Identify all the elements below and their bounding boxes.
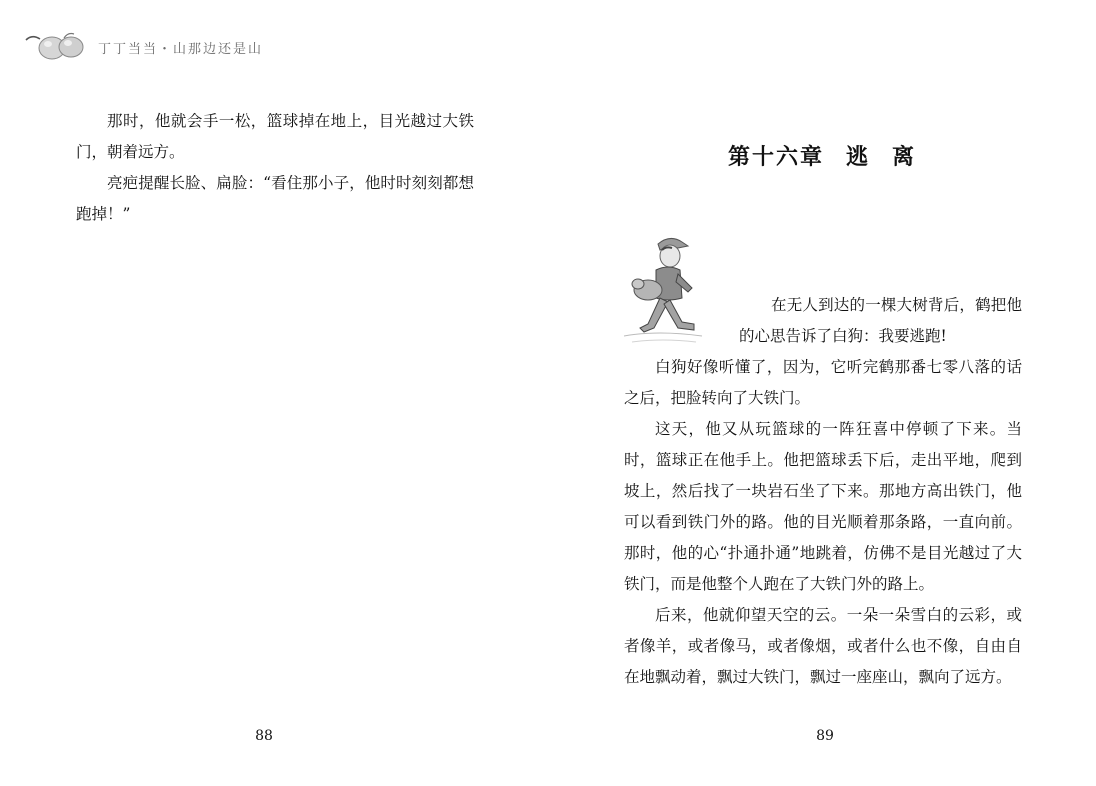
paragraph: 亮疤提醒长脸、扁脸：“看住那小子，他时时刻刻都想跑掉！”: [76, 174, 474, 223]
paragraph: 后来，他就仰望天空的云。一朵一朵雪白的云彩，或者像羊，或者像马，或者像烟，或者什么也不像，自由自在地飘动着，飘过大铁门，飘过一座座山，飘向了远方。: [624, 606, 1022, 686]
paragraph: 那时，他就会手一松，篮球掉在地上，目光越过大铁门，朝着远方。: [76, 112, 474, 161]
paragraph: 白狗好像听懂了，因为，它听完鹤那番七零八落的话之后，把脸转向了大铁门。: [624, 358, 1022, 407]
paragraph: 这天，他又从玩篮球的一阵狂喜中停顿了下来。当时，篮球正在他手上。他把篮球丢下后，走出平地，爬到坡上，然后找了一块岩石坐了下来。那地方高出铁门，他可以看到铁门外的路。他的目光顺着那条路，一直向前。那时，他的心“扑通扑通”地跳着，仿佛不是目光越过了大铁门，而是他整个人跑在了大铁门外的路上。: [624, 420, 1022, 593]
page-number: 88: [255, 728, 273, 744]
right-page-body: [624, 290, 1022, 693]
right-page: [548, 0, 1096, 786]
chapter-name-part: 离: [892, 144, 917, 170]
series-title: 丁丁当当・山那边还是山: [98, 42, 264, 57]
gourd-logo-icon: [24, 30, 96, 62]
paragraph: 在无人到达的一棵大树背后，鹤把他的心思告诉了白狗：我要逃跑!: [739, 296, 1022, 345]
chapter-name-part: 逃: [846, 144, 871, 170]
series-logo: [24, 28, 284, 62]
chapter-number: 第十六章: [728, 144, 825, 170]
page-number: 89: [816, 728, 834, 744]
chapter-title: [728, 140, 916, 171]
left-page-body: [76, 106, 474, 230]
wrapped-opening: [624, 290, 1022, 352]
